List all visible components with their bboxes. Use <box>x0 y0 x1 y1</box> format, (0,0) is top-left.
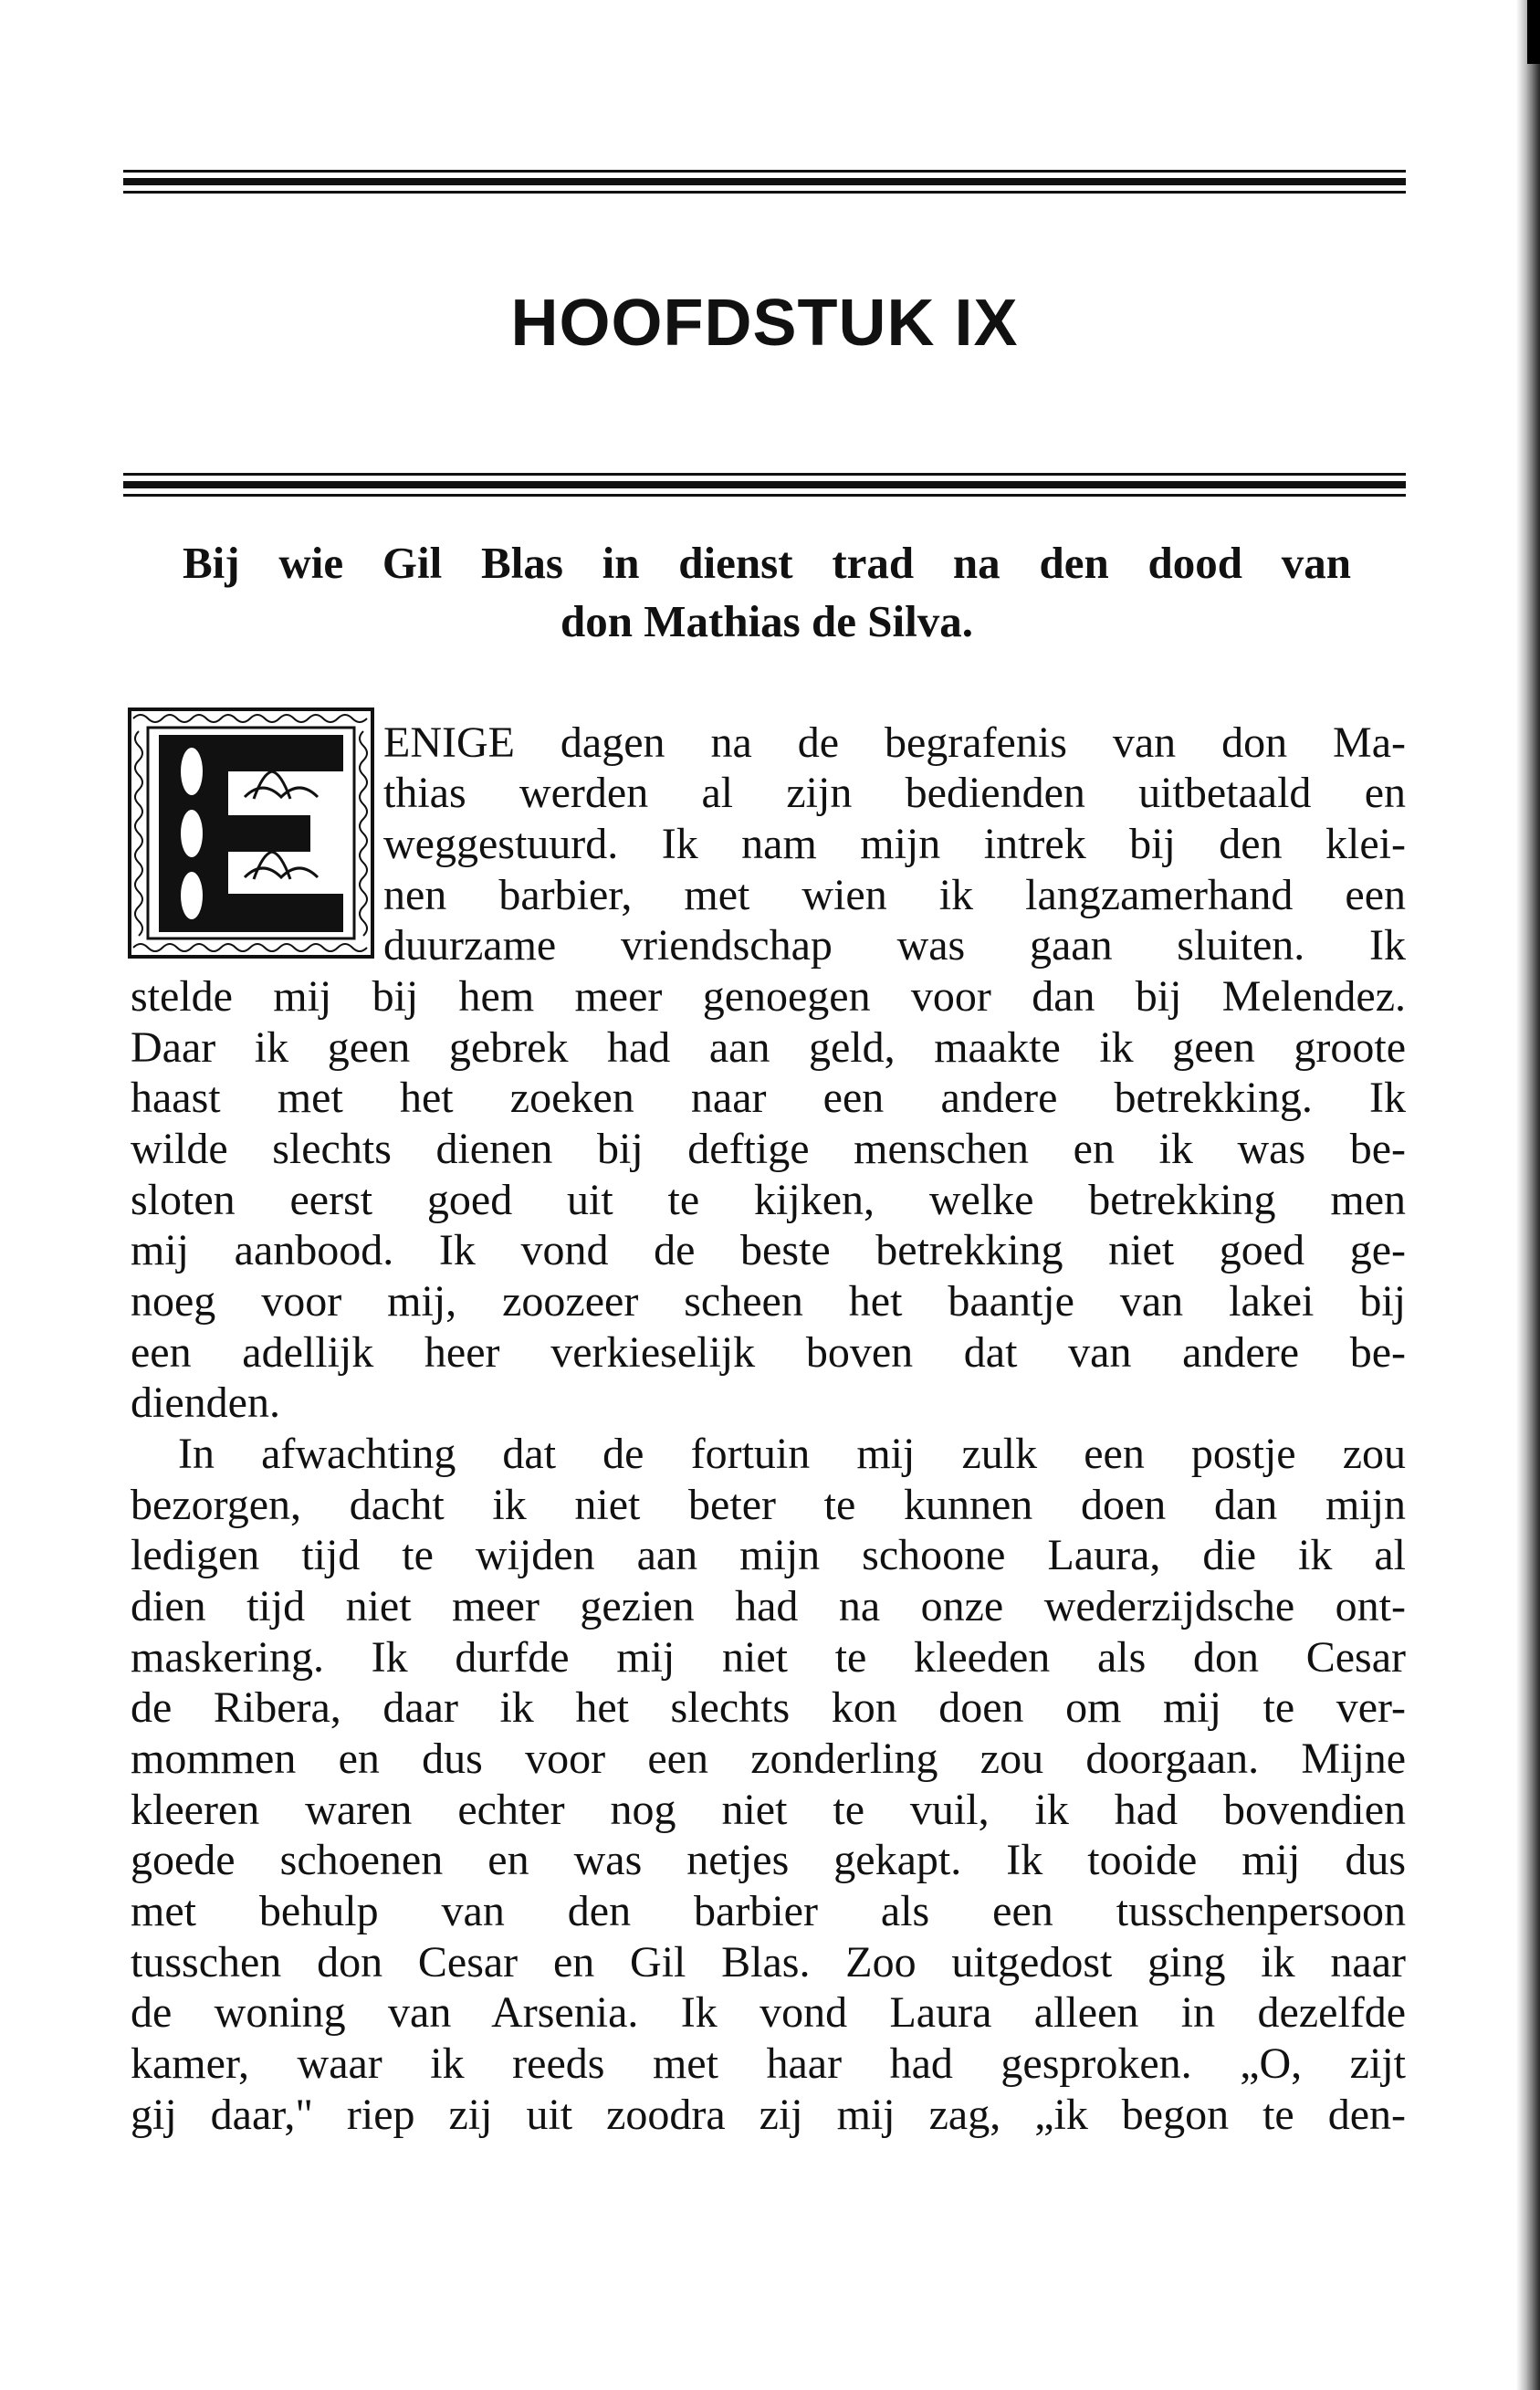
text-line: noeg voor mij, zoozeer scheen het baantje van lakei bij <box>131 1277 1406 1326</box>
text-line: tusschen don Cesar en Gil Blas. Zoo uitgedost ging ik naar <box>131 1938 1406 1986</box>
text-line: dienden. <box>131 1378 280 1427</box>
text-line: sloten eerst goed uit te kijken, welke betrekking men <box>131 1176 1406 1224</box>
text-line: nen barbier, met wien ik langzamerhand een <box>383 871 1406 919</box>
text-line: kamer, waar ik reeds met haar had gesproken. „O, zijt <box>131 2039 1406 2088</box>
text-line: mommen en dus voor een zonderling zou doorgaan. Mijne <box>131 1735 1406 1783</box>
text-line: bezorgen, dacht ik niet beter te kunnen doen dan mijn <box>131 1481 1406 1529</box>
text-line: ENIGE dagen na de begrafenis van don Ma- <box>383 718 1406 767</box>
text-line: kleeren waren echter nog niet te vuil, ik had bovendien <box>131 1786 1406 1834</box>
text-line: haast met het zoeken naar een andere betrekking. Ik <box>131 1074 1406 1122</box>
text-line: gij daar," riep zij uit zoodra zij mij zag, „ik begon te den- <box>131 2091 1406 2139</box>
text-line: wilde slechts dienen bij deftige menschen en ik was be- <box>131 1125 1406 1173</box>
ornamental-drop-cap <box>128 708 374 959</box>
text-line: goede schoenen en was netjes gekapt. Ik tooide mij dus <box>131 1836 1406 1884</box>
text-line: dien tijd niet meer gezien had na onze wederzijdsche ont- <box>131 1582 1406 1630</box>
subtitle-line-1: Bij wie Gil Blas in dienst trad na den dood van <box>183 538 1351 588</box>
text-line: In afwachting dat de fortuin mij zulk een postje zou <box>178 1430 1406 1478</box>
text-line: maskering. Ik durfde mij niet te kleeden als don Cesar <box>131 1633 1406 1682</box>
text-line: thias werden al zijn bedienden uitbetaald en <box>383 769 1406 817</box>
text-line: duurzame vriendschap was gaan sluiten. Ik <box>383 921 1406 970</box>
bottom-double-rule <box>123 473 1406 497</box>
text-line: de woning van Arsenia. Ik vond Laura alleen in dezelfde <box>131 1988 1406 2037</box>
chapter-title: HOOFDSTUK IX <box>510 287 1019 360</box>
text-line: stelde mij bij hem meer genoegen voor dan bij Melendez. <box>131 972 1406 1021</box>
text-line: de Ribera, daar ik het slechts kon doen om mij te ver- <box>131 1683 1406 1732</box>
text-line: met behulp van den barbier als een tusschenpersoon <box>131 1887 1406 1935</box>
text-line: ledigen tijd te wijden aan mijn schoone Laura, die ik al <box>131 1531 1406 1579</box>
text-line: weggestuurd. Ik nam mijn intrek bij den klei- <box>383 820 1406 868</box>
chapter-subtitle <box>183 534 1351 651</box>
subtitle-line-2: don Mathias de Silva. <box>560 596 973 646</box>
text-line: een adellijk heer verkieselijk boven dat van andere be- <box>131 1328 1406 1377</box>
text-line: Daar ik geen gebrek had aan geld, maakte ik geen groote <box>131 1023 1406 1072</box>
text-line: mij aanbood. Ik vond de beste betrekking niet goed ge- <box>131 1226 1406 1274</box>
page-edge-shadow <box>1516 0 1540 2390</box>
top-double-rule <box>123 170 1406 194</box>
page-edge-mark <box>1527 0 1540 64</box>
